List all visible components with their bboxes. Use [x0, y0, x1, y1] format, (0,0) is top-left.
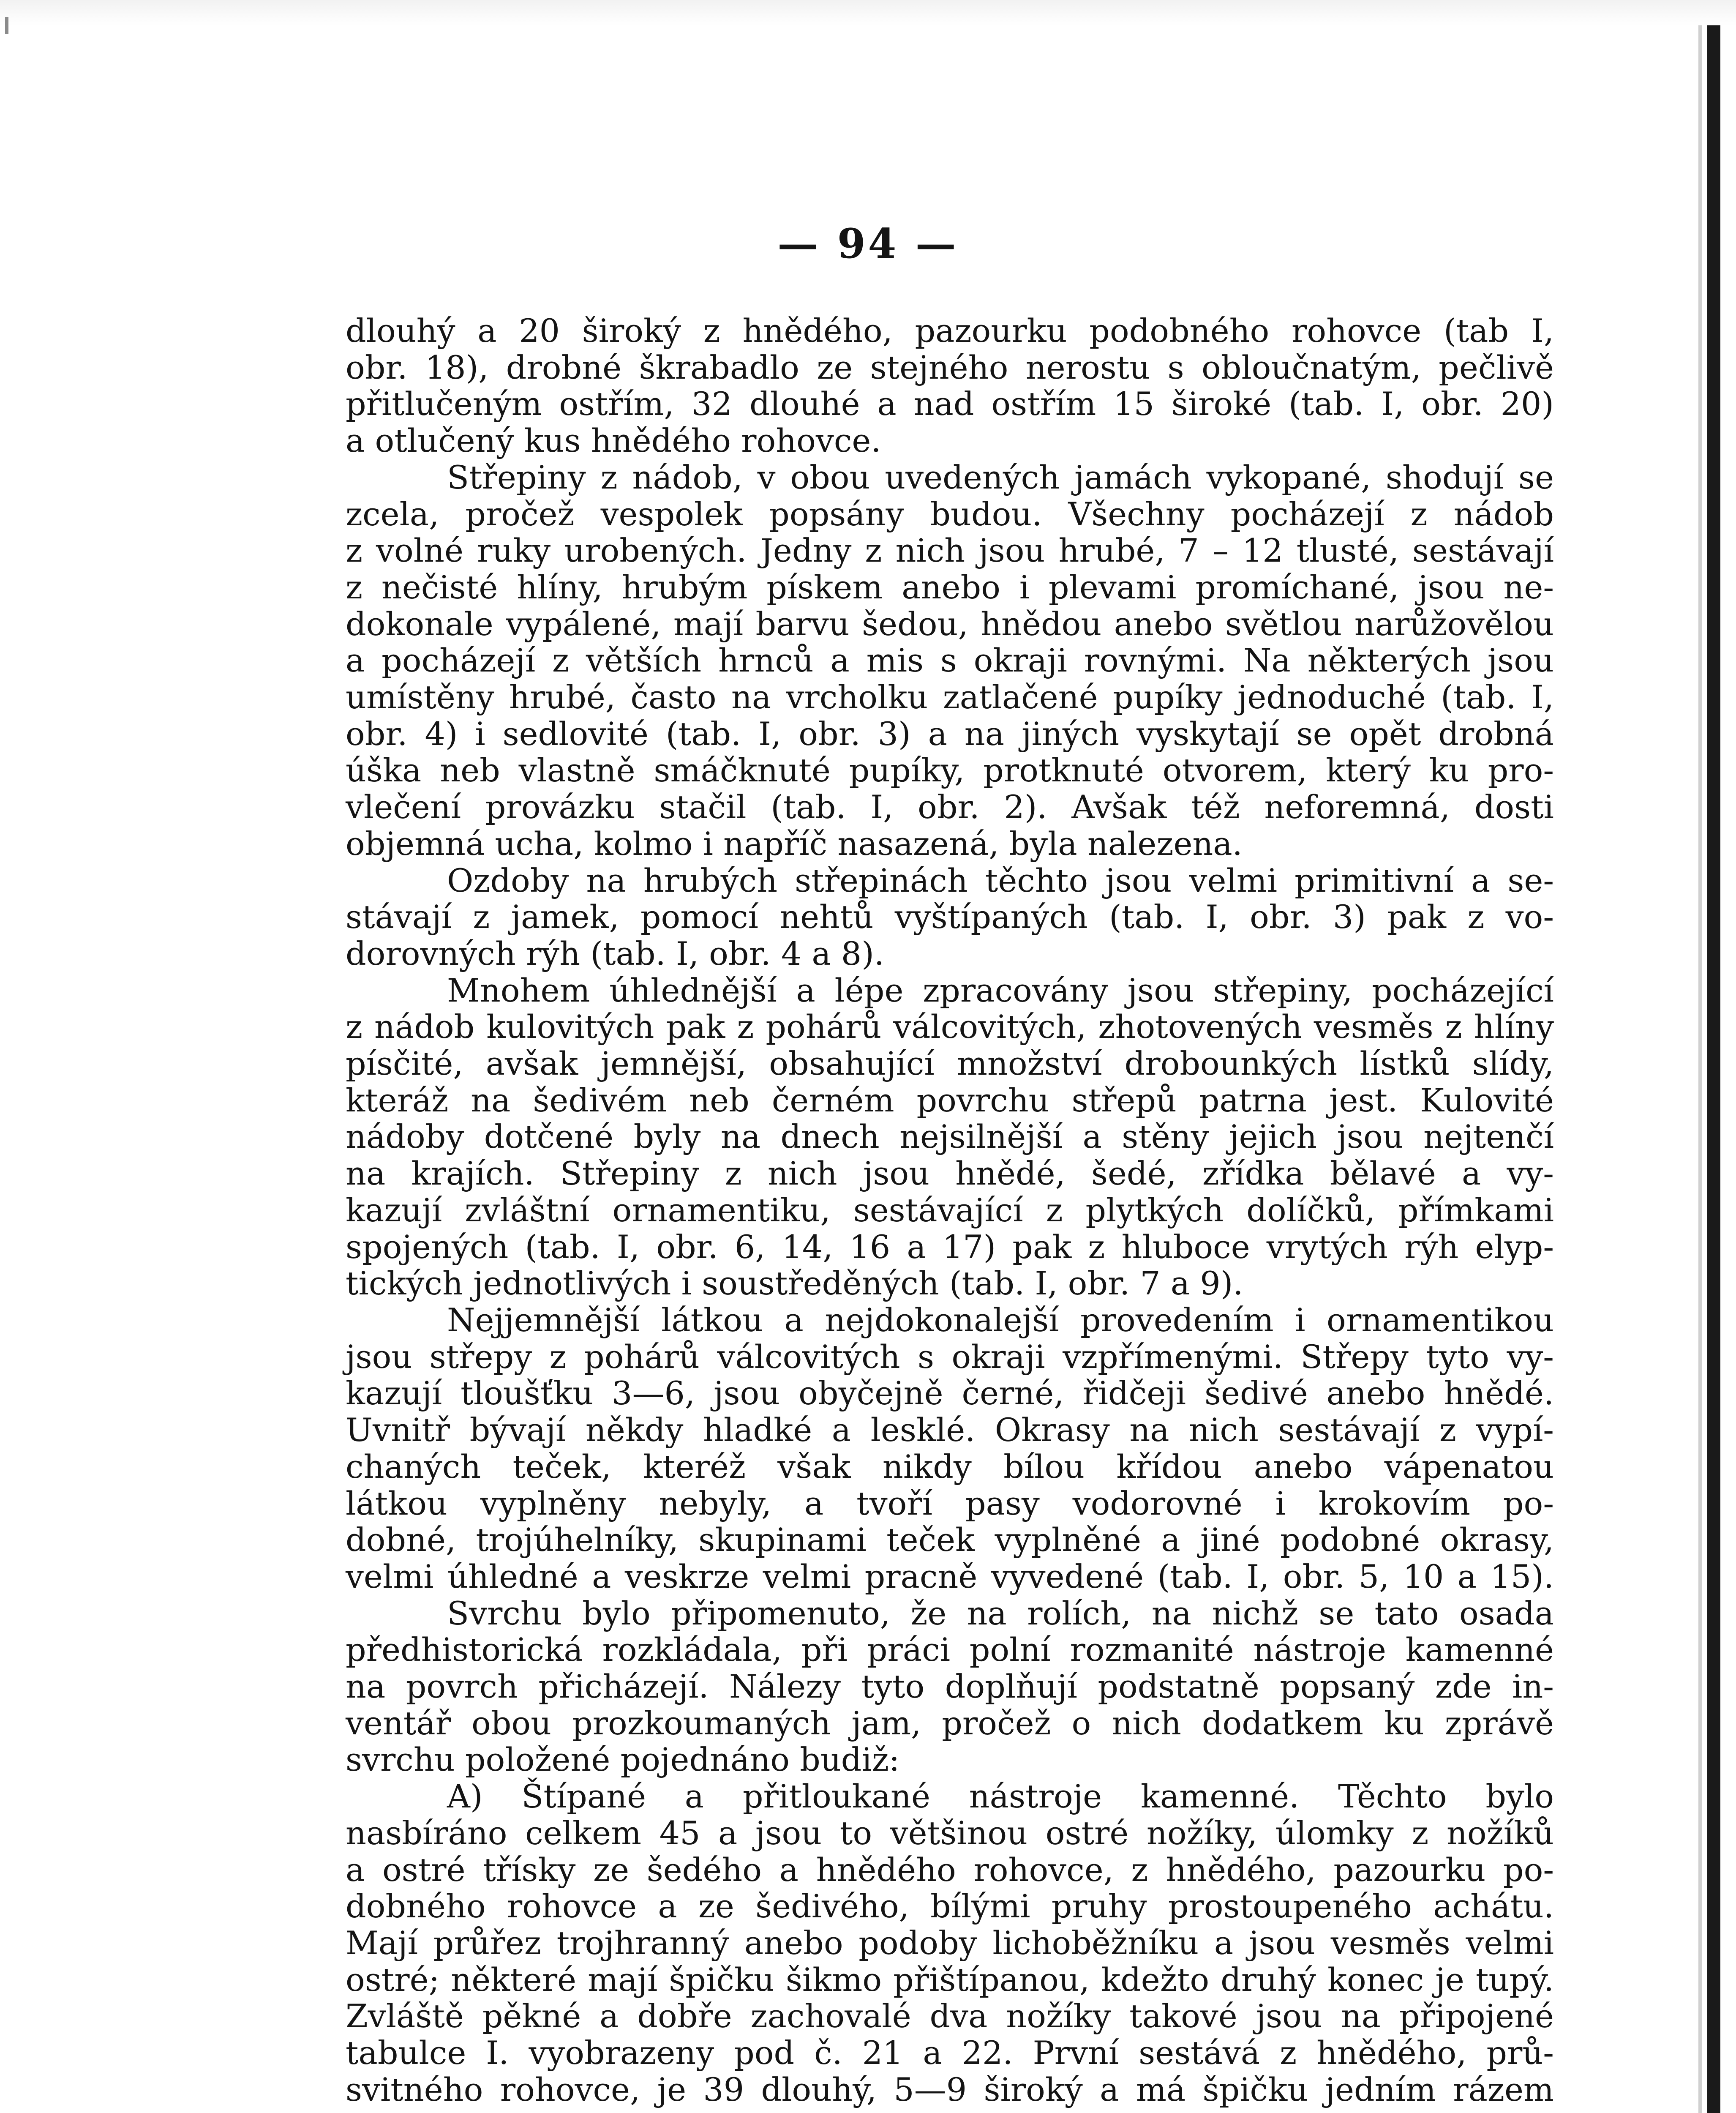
text-line: objemná ucha, kolmo i napříč nasazená, byla nalezena. — [346, 824, 1243, 863]
scan-right-edge — [1707, 25, 1720, 2113]
text-line: Mnohem úhlednější a lépe zpracovány jsou střepiny, pocházející — [447, 971, 1554, 1009]
section-heading-line: A) Štípané a přitloukané nástroje kamenné. Těchto bylo — [447, 1777, 1554, 1815]
text-line: dokonale vypálené, mají barvu šedou, hnědou anebo světlou narůžovělou — [346, 605, 1554, 643]
text-line: velmi úhledné a veskrze velmi pracně vyvedené (tab. I, obr. 5, 10 a 15). — [346, 1557, 1554, 1595]
text-line: z nečisté hlíny, hrubým pískem anebo i plevami promíchané, jsou ne- — [346, 568, 1554, 606]
text-line: na povrch přicházejí. Nálezy tyto doplňují podstatně popsaný zde in- — [346, 1668, 1554, 1706]
text-line: úška neb vlastně smáčknuté pupíky, protknuté otvorem, který ku pro- — [346, 751, 1554, 789]
text-line: vlečení provázku stačil (tab. I, obr. 2). Avšak též neforemná, dosti — [346, 788, 1554, 826]
text-line: Střepiny z nádob, v obou uvedených jamách vykopané, shodují se — [447, 458, 1554, 496]
text-line: a pocházejí z větších hrnců a mis s okraji rovnými. Na některých jsou — [346, 642, 1554, 680]
text-line: tických jednotlivých i soustředěných (tab. I, obr. 7 a 9). — [346, 1264, 1243, 1302]
text-line: dlouhý a 20 široký z hnědého, pazourku podobného rohovce (tab I, — [346, 312, 1554, 349]
text-line: Uvnitř bývají někdy hladké a lesklé. Okrasy na nich sestávají z vypí- — [346, 1411, 1554, 1449]
scan-speck — [5, 17, 8, 34]
text-line: Ozdoby na hrubých střepinách těchto jsou velmi primitivní a se- — [447, 861, 1554, 899]
text-line: Svrchu bylo připomenuto, že na rolích, na nichž se tato osada — [447, 1594, 1554, 1632]
scan-right-edge-shadow — [1698, 25, 1702, 2113]
text-line: nasbíráno celkem 45 a jsou to většinou ostré nožíky, úlomky z nožíků — [346, 1814, 1554, 1852]
scan-top-edge — [0, 0, 1736, 25]
text-line: předhistorická rozkládala, při práci polní rozmanité nástroje kamenné — [346, 1631, 1554, 1669]
text-line: dobné, trojúhelníky, skupinami teček vyplněné a jiné podobné okrasy, — [346, 1521, 1554, 1559]
text-line: z volné ruky urobených. Jedny z nich jsou hrubé, 7 – 12 tlusté, sestávají — [346, 532, 1554, 570]
text-line: ostré; některé mají špičku šikmo přištípanou, kdežto druhý konec je tupý. — [346, 1960, 1554, 1998]
text-line: z nádob kulovitých pak z pohárů válcovitých, zhotovených vesměs z hlíny — [346, 1008, 1554, 1046]
text-line: obr. 18), drobné škrabadlo ze stejného nerostu s obloučnatým, pečlivě — [346, 348, 1554, 386]
text-line: dobného rohovce a ze šedivého, bílými pruhy prostoupeného achátu. — [346, 1887, 1554, 1925]
text-line: ventář obou prozkoumaných jam, pročež o nich dodatkem ku zprávě — [346, 1704, 1554, 1742]
text-line: dorovných rýh (tab. I, obr. 4 a 8). — [346, 934, 885, 972]
text-line: obr. 4) i sedlovité (tab. I, obr. 3) a na jiných vyskytají se opět drobná — [346, 715, 1554, 753]
text-line: spojených (tab. I, obr. 6, 14, 16 a 17) pak z hluboce vrytých rýh elyp- — [346, 1228, 1554, 1266]
text-line: nádoby dotčené byly na dnech nejsilnější a stěny jejich jsou nejtenčí — [346, 1118, 1554, 1156]
text-line: látkou vyplněny nebyly, a tvoří pasy vodorovné i krokovím po- — [346, 1484, 1554, 1522]
text-line: umístěny hrubé, často na vrcholku zatlačené pupíky jednoduché (tab. I, — [346, 678, 1554, 716]
text-line: a otlučený kus hnědého rohovce. — [346, 422, 881, 460]
text-line: a ostré třísky ze šedého a hnědého rohovce, z hnědého, pazourku po- — [346, 1851, 1554, 1889]
text-line: na krajích. Střepiny z nich jsou hnědé, šedé, zřídka bělavé a vy- — [346, 1155, 1554, 1193]
page-number: — 94 — — [777, 220, 959, 268]
text-line: zcela, pročež vespolek popsány budou. Všechny pocházejí z nádob — [346, 495, 1554, 533]
text-line: stávají z jamek, pomocí nehtů vyštípaných (tab. I, obr. 3) pak z vo- — [346, 898, 1554, 936]
text-line: chaných teček, kteréž však nikdy bílou křídou anebo vápenatou — [346, 1447, 1554, 1485]
text-line: svitného rohovce, je 39 dlouhý, 5—9 široký a má špičku jedním rázem — [346, 2070, 1554, 2108]
text-line: Mají průřez trojhranný anebo podoby lichoběžníku a jsou vesměs velmi — [346, 1924, 1554, 1962]
text-line: přitlučeným ostřím, 32 dlouhé a nad ostřím 15 široké (tab. I, obr. 20) — [346, 385, 1554, 423]
text-line: písčité, avšak jemnější, obsahující množství drobounkých lístků slídy, — [346, 1045, 1554, 1083]
text-line: svrchu položené pojednáno budiž: — [346, 1741, 900, 1779]
text-line: kteráž na šedivém neb černém povrchu střepů patrna jest. Kulovité — [346, 1081, 1554, 1119]
text-line: Zvláště pěkné a dobře zachovalé dva nožíky takové jsou na připojené — [346, 1997, 1554, 2035]
text-line: Nejjemnější látkou a nejdokonalejší provedením i ornamentikou — [447, 1301, 1554, 1339]
text-line: kazují zvláštní ornamentiku, sestávající z plytkých dolíčků, přímkami — [346, 1191, 1554, 1229]
body-text — [346, 313, 1554, 2108]
text-line: jsou střepy z pohárů válcovitých s okraji vzpřímenými. Střepy tyto vy- — [346, 1338, 1554, 1376]
text-line: tabulce I. vyobrazeny pod č. 21 a 22. První sestává z hnědého, prů- — [346, 2034, 1554, 2072]
text-line: kazují tloušťku 3—6, jsou obyčejně černé, řidčeji šedivé anebo hnědé. — [346, 1374, 1554, 1412]
